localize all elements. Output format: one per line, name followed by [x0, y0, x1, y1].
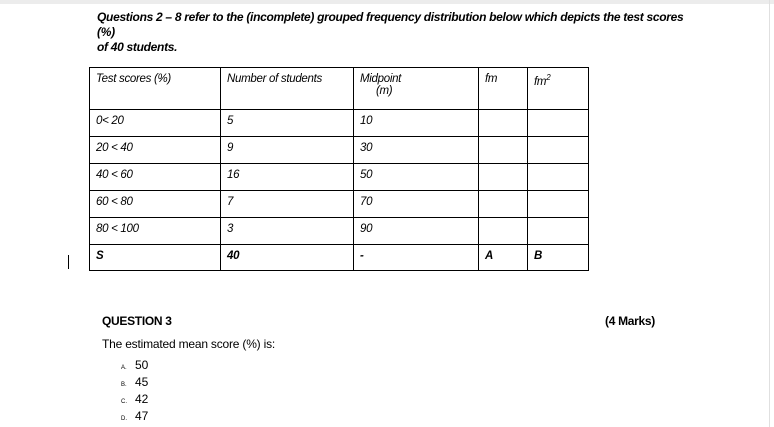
cell-fm2 [528, 110, 589, 137]
option-b[interactable] [121, 375, 148, 392]
header-fm2-label: fm [534, 75, 547, 88]
table-row [90, 137, 589, 164]
cell-students: 3 [221, 218, 354, 245]
header-fm: fm [479, 68, 528, 110]
cell-students: 7 [221, 191, 354, 218]
cell-fm2 [528, 164, 589, 191]
cell-midpoint: 50 [354, 164, 479, 191]
top-border [0, 0, 774, 4]
cell-students: 9 [221, 137, 354, 164]
header-midpoint-label: Midpoint [360, 73, 402, 85]
text-cursor [68, 255, 69, 269]
option-letter: B. [121, 382, 127, 388]
option-value: 45 [135, 375, 149, 389]
cell-fm [479, 137, 528, 164]
header-midpoint [354, 68, 479, 110]
cell-fm [479, 218, 528, 245]
option-value: 50 [135, 358, 149, 372]
cell-midpoint: 10 [354, 110, 479, 137]
intro-text [97, 10, 697, 55]
question-title: QUESTION 3 [102, 314, 172, 328]
table-row [90, 110, 589, 137]
cell-fm [479, 164, 528, 191]
table-header-row [90, 68, 589, 110]
table-row [90, 218, 589, 245]
cell-midpoint: 90 [354, 218, 479, 245]
page-edge [769, 0, 770, 427]
cell-midpoint: 30 [354, 137, 479, 164]
table-row [90, 191, 589, 218]
cell-students: 5 [221, 110, 354, 137]
cell-midpoint: 70 [354, 191, 479, 218]
option-c[interactable] [121, 392, 148, 409]
question-text: The estimated mean score (%) is: [102, 337, 275, 351]
header-number-of-students: Number of students [221, 68, 354, 110]
cell-students: 16 [221, 164, 354, 191]
option-letter: C. [121, 399, 127, 405]
answer-options [121, 358, 148, 426]
intro-line-1: Questions 2 – 8 refer to the (incomplete) grouped frequency distribution below which depicts the test scores (%) [97, 10, 684, 39]
cell-scores: 0< 20 [90, 110, 221, 137]
cell-scores: 80 < 100 [90, 218, 221, 245]
cell-scores: 40 < 60 [90, 164, 221, 191]
cell-total-midpoint: - [354, 245, 479, 271]
cell-total-fm2: B [528, 245, 589, 271]
cell-scores: 20 < 40 [90, 137, 221, 164]
cell-scores: 60 < 80 [90, 191, 221, 218]
question-marks: (4 Marks) [605, 314, 655, 328]
cell-total-label: S [90, 245, 221, 271]
cell-fm2 [528, 218, 589, 245]
intro-line-2: of 40 students. [97, 40, 178, 54]
cell-fm [479, 191, 528, 218]
header-fm2 [528, 68, 589, 110]
option-value: 42 [135, 392, 149, 406]
table-row [90, 164, 589, 191]
header-midpoint-sub: (m) [376, 85, 393, 97]
option-value: 47 [135, 409, 149, 423]
cell-total-students: 40 [221, 245, 354, 271]
cell-fm [479, 110, 528, 137]
option-letter: A. [121, 365, 127, 371]
option-letter: D. [121, 416, 127, 422]
cell-fm2 [528, 137, 589, 164]
option-d[interactable] [121, 409, 148, 426]
cell-fm2 [528, 191, 589, 218]
option-a[interactable] [121, 358, 148, 375]
cell-total-fm: A [479, 245, 528, 271]
frequency-table [89, 67, 589, 271]
table-total-row [90, 245, 589, 271]
header-test-scores: Test scores (%) [90, 68, 221, 110]
header-fm2-sup: 2 [546, 73, 551, 82]
